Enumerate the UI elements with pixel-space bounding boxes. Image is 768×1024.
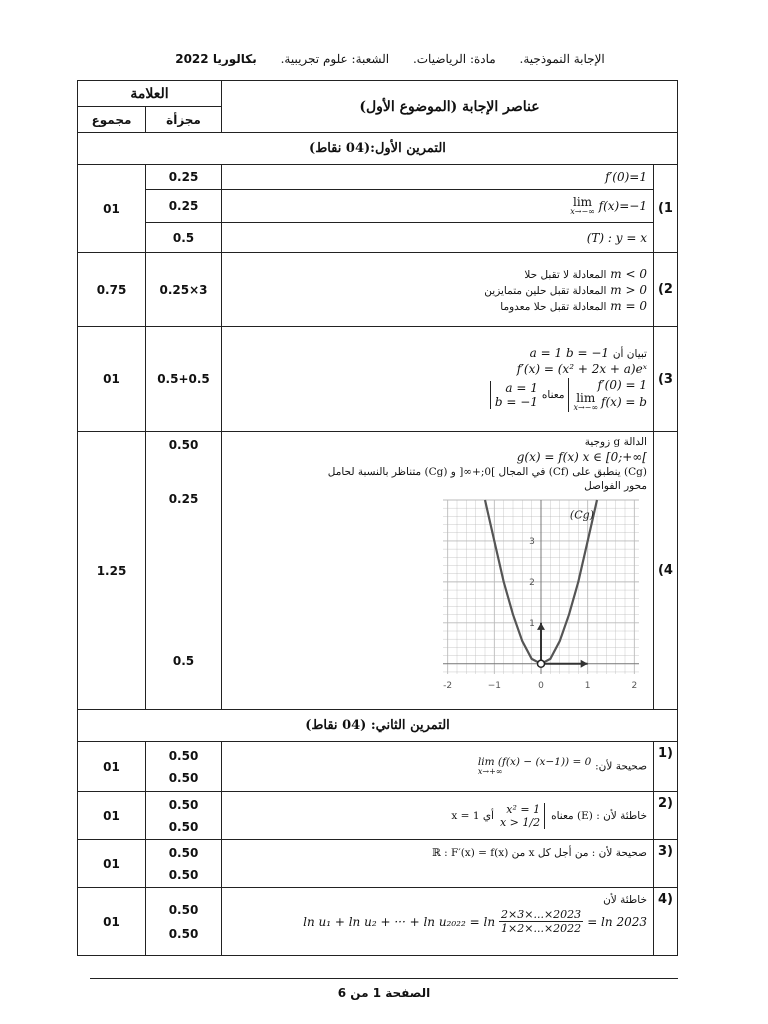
exercise2-title: التمرين الثاني: (04 نقاط) [78, 710, 678, 742]
ex1-q3-mark: 0.5+0.5 [146, 327, 222, 432]
lim-subscript: x→−∞ [570, 207, 595, 216]
ex2-q3-total: 01 [78, 840, 146, 888]
ex2-q2-tail: أي x = 1 [451, 809, 494, 822]
ex1-q1-number: (1 [653, 165, 677, 253]
page-footer: الصفحة 1 من 6 [337, 986, 431, 1000]
ex1-q2-content [222, 253, 654, 327]
ex2-q4-content [222, 888, 654, 956]
ex1-q2-number: (2 [653, 253, 677, 327]
ex1-q3-cond-1: f′(0) = 1 [597, 378, 647, 392]
ex1-q1-total: 01 [78, 165, 146, 253]
ex1-q3-means: معناه [541, 389, 565, 401]
ex1-q3-intro: تبيان أن [612, 348, 647, 360]
ex1-q1-formula-1: f′(0)=1 [605, 170, 647, 184]
ex2-q3-text: صحيحة لأن : من أجل كل x من ℝ : F′(x) = f(x) [432, 847, 647, 859]
header-doc-type: الإجابة النموذجية. [519, 52, 605, 66]
ex1-q2-text-3: المعادلة تقبل حلا معدوما [500, 300, 607, 313]
ex2-q4-mark-2: 0.50 [168, 926, 199, 941]
ex1-q1-mark-2: 0.25 [146, 190, 222, 223]
header-branch: الشعبة: علوم تجريبية. [280, 52, 390, 66]
ex1-q1-mark-3: 0.5 [146, 223, 222, 253]
ex2-q3-number: 3) [653, 840, 677, 888]
elements-header-text: عناصر الإجابة (الموضوع الأول) [359, 98, 540, 115]
origin-point [537, 660, 544, 667]
ex1-q3-lim-word: lim [576, 391, 596, 405]
ex1-q1-formula-3: (T) : y = x [586, 230, 647, 245]
partial-header: مجزأة [146, 107, 222, 133]
header-subject: مادة: الرياضيات. [412, 52, 496, 66]
ex1-q4-content [222, 432, 654, 710]
ex1-q3-total: 01 [78, 327, 146, 432]
ex1-q4-marks [146, 432, 222, 710]
ex2-q4-formula-left: ln u₁ + ln u₂ + ··· + ln u₂₀₂₂ = ln [303, 914, 496, 929]
ex1-q2-cond-1: m < 0 [610, 266, 647, 281]
ex2-q1-text: صحيحة لأن: [595, 760, 647, 773]
ex1-q4-line-1: الدالة g زوجية [584, 436, 647, 448]
ex2-q2-sys-1: x² = 1 [506, 802, 541, 816]
ex2-q2-total: 01 [78, 792, 146, 840]
ex2-q1-total: 01 [78, 742, 146, 792]
page-header [150, 52, 630, 66]
ex1-q3-content [222, 327, 654, 432]
ex1-q2-text-1: المعادلة لا تقبل حلا [524, 268, 607, 281]
ex2-q1-content [222, 742, 654, 792]
y-tick-label: 3 [529, 536, 535, 547]
ex2-q1-formula: lim (f(x) − (x−1)) = 0 [477, 756, 592, 769]
ex1-q4-mark-2: 0.25 [168, 492, 199, 506]
ex2-q3-mark-1: 0.50 [168, 845, 199, 860]
ex2-q3-content [222, 840, 654, 888]
ex2-q4-mark-1: 0.50 [168, 902, 199, 917]
ex2-q4-numerator: 2×3×...×2023 [501, 908, 582, 921]
x-tick-label: 1 [584, 681, 591, 691]
ex1-q1-line-3 [222, 223, 654, 253]
ex1-q1-mark-1: 0.25 [146, 165, 222, 190]
ex1-q4-line-4: محور الفواصل [584, 480, 647, 492]
mark-header: العلامة [78, 81, 222, 107]
ex1-q4-number: (4 [653, 432, 677, 710]
ex1-q1-line-1 [222, 165, 654, 190]
ex1-q2-mark: 0.25×3 [146, 253, 222, 327]
x-tick-label: 0 [538, 681, 544, 691]
ex1-q3-condition-system [568, 378, 647, 412]
x-tick-label: −1 [487, 681, 501, 691]
arrow-head-j [537, 623, 545, 630]
ex2-q2-content [222, 792, 654, 840]
elements-header [222, 81, 678, 133]
arrow-head-i [581, 660, 588, 668]
ex1-q3-result-b: b = −1 [494, 395, 538, 409]
ex2-q4-formula-right: = ln 2023 [587, 914, 647, 929]
ex2-q2-system [500, 803, 545, 829]
ex2-q2-text: خاطئة لأن : (E) معناه [551, 809, 647, 822]
x-tick-label: -2 [443, 681, 453, 691]
ex1-q2-cond-2: m > 0 [610, 282, 647, 297]
lim-word: lim [573, 195, 593, 209]
footer-rule [90, 978, 678, 979]
y-tick-label: 2 [529, 577, 535, 588]
exercise1-title: التمرين الأول:(04 نقاط) [78, 133, 678, 165]
cg-graph [437, 496, 647, 692]
header-exam: بكالوريا 2022 [175, 52, 257, 66]
ex2-q2-mark-2: 0.50 [168, 819, 199, 834]
y-tick-label: 1 [529, 618, 535, 629]
ex1-q4-mark-1: 0.50 [168, 438, 199, 452]
ex1-q4-line-3: (Cg) ينطبق على (Cf) في المجال ]0;+∞[ و (Cg) متناظر بالنسبة لحامل [327, 466, 647, 478]
ex1-q3-result-system [490, 381, 538, 409]
ex2-q1-mark-2: 0.50 [168, 770, 199, 785]
ex1-q1-formula-2: f(x)=−1 [598, 198, 647, 213]
ex2-q1-lim-subscript: x→+∞ [477, 766, 503, 776]
ex2-q4-fraction [499, 908, 583, 935]
total-header: مجموع [78, 107, 146, 133]
ex2-q3-marks [146, 840, 222, 888]
ex2-q3-mark-2: 0.50 [168, 867, 199, 882]
ex2-q2-marks [146, 792, 222, 840]
ex1-q2-cond-3: m = 0 [610, 298, 647, 313]
ex1-q3-derivative: f′(x) = (x² + 2x + a)eˣ [516, 362, 647, 376]
x-tick-label: 2 [631, 681, 638, 691]
ex1-q2-total: 0.75 [78, 253, 146, 327]
ex1-q4-mark-3: 0.5 [172, 654, 195, 668]
ex1-q3-result-a: a = 1 [505, 381, 538, 395]
ex1-q4-total: 1.25 [78, 432, 146, 710]
ex2-q4-text: خاطئة لأن [603, 894, 647, 906]
ex1-q3-cond-2: f(x) = b [601, 395, 647, 409]
ex2-q1-number: 1) [653, 742, 677, 792]
ex2-q1-marks [146, 742, 222, 792]
ex1-q3-values: a = 1 b = −1 [529, 346, 610, 360]
ex2-q2-number: 2) [653, 792, 677, 840]
ex2-q2-mark-1: 0.50 [168, 797, 199, 812]
ex2-q4-denominator: 1×2×...×2022 [501, 922, 582, 935]
ex1-q1-line-2 [222, 190, 654, 223]
answer-table [77, 80, 678, 956]
ex2-q4-total: 01 [78, 888, 146, 956]
curve-label: (Cg) [569, 508, 594, 522]
ex1-q2-text-2: المعادلة تقبل حلين متمايزين [484, 284, 607, 297]
ex1-q3-lim-subscript: x→−∞ [573, 403, 599, 412]
ex1-q4-line-2: g(x) = f(x) x ∈ [0;+∞[ [516, 450, 647, 464]
ex1-q3-number: (3 [653, 327, 677, 432]
ex2-q4-number: 4) [653, 888, 677, 956]
ex2-q1-mark-1: 0.50 [168, 748, 199, 763]
ex2-q4-marks [146, 888, 222, 956]
ex2-q2-sys-2: x > 1/2 [499, 815, 541, 829]
